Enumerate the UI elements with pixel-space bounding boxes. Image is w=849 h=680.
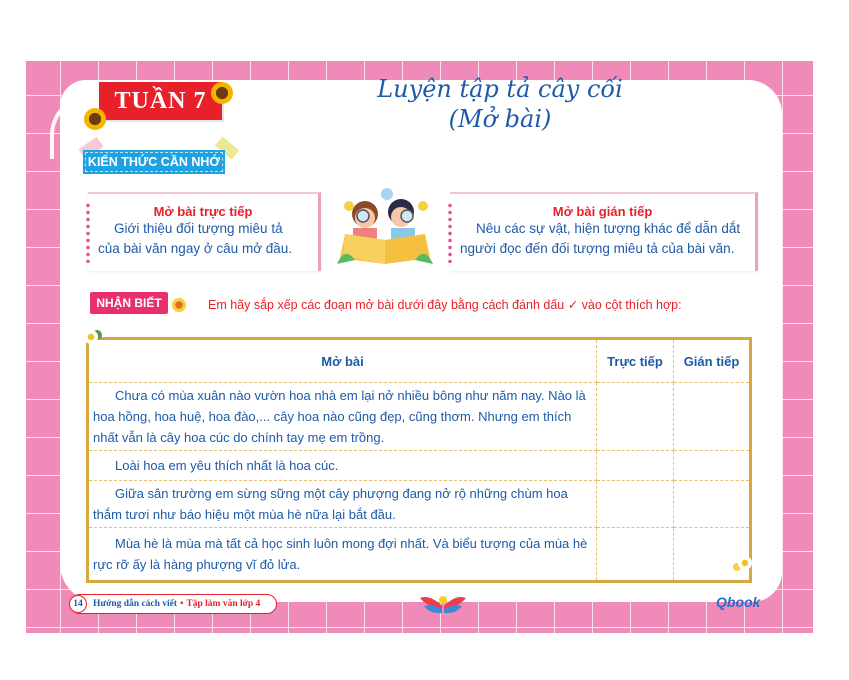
page-title [340,74,660,134]
note-title: Mở bài trực tiếp [153,204,253,219]
book-series: Hướng dẫn cách viết [93,599,178,609]
intro-text-cell: Mùa hè là mùa mà tất cả học sinh luôn mong đợi nhất. Và biểu tượng của mùa hè rực rỡ ấy là hàng phượng vĩ đỏ lửa. [89,527,597,580]
note-card-indirect [450,192,758,271]
title-line-1: Luyện tập tả cây cối [377,75,623,103]
direct-check-cell[interactable] [597,527,674,580]
exercise-instruction: Em hãy sắp xếp các đoạn mở bài dưới đây bằng cách đánh dấu ✓ vào cột thích hợp: [208,298,682,312]
wings-logo-icon [420,594,466,616]
recognition-badge: NHẬN BIẾT [90,292,168,314]
note-body: Nêu các sự vật, hiện tượng khác để dẫn dắt người đọc đến đối tượng miêu tả của bài văn. [460,221,741,256]
note-body: Giới thiệu đối tượng miêu tả của bài văn ngay ở câu mở đầu. [98,221,293,256]
column-header-direct: Trực tiếp [597,340,674,383]
knowledge-banner: KIẾN THỨC CẦN NHỚ [83,150,225,174]
table-row [89,450,749,480]
indirect-check-cell[interactable] [674,383,750,451]
indirect-check-cell[interactable] [674,481,750,528]
indirect-check-cell[interactable] [674,527,750,580]
exercise-table [86,337,752,583]
intro-text-cell: Loài hoa em yêu thích nhất là hoa cúc. [89,450,597,480]
sunflower-icon [84,108,106,130]
intro-text-cell: Chưa có mùa xuân nào vườn hoa nhà em lại nở nhiều bông như năm nay. Nào là hoa hồng, hoa huệ, hoa đào,... cây hoa nào cũng đẹp, cũng thơm. Nhưng em thích nhất vẫn là cây hoa cúc do chính tay mẹ em trồng. [89,383,597,451]
column-header-indirect: Gián tiếp [674,340,750,383]
week-badge: TUẦN 7 [99,82,222,120]
flower-icon [172,298,186,312]
column-header-intro: Mở bài [89,340,597,383]
book-title: Tập làm văn lớp 4 [186,599,261,609]
spiral-binding [447,202,453,263]
page-footer [70,594,277,614]
spiral-binding [85,202,91,263]
table-row [89,481,749,528]
direct-check-cell[interactable] [597,450,674,480]
page-number: 14 [69,595,87,613]
daisy-icon [738,556,752,570]
note-card-direct [88,192,321,271]
separator: • [180,599,184,609]
table-row [89,527,749,580]
direct-check-cell[interactable] [597,481,674,528]
table-row [89,383,749,451]
direct-check-cell[interactable] [597,383,674,451]
daisy-icon [84,330,98,344]
indirect-check-cell[interactable] [674,450,750,480]
sunflower-icon [211,82,233,104]
title-line-2: (Mở bài) [448,105,552,133]
note-title: Mở bài gián tiếp [552,204,653,219]
intro-text-cell: Giữa sân trường em sừng sững một cây phượng đang nở rộ những chùm hoa thắm tươi như báo hiệu một mùa hè nữa lại bắt đầu. [89,481,597,528]
kids-reading-illustration [335,186,435,268]
brand-logo [716,594,760,610]
brand-text: Qbook [716,594,761,610]
